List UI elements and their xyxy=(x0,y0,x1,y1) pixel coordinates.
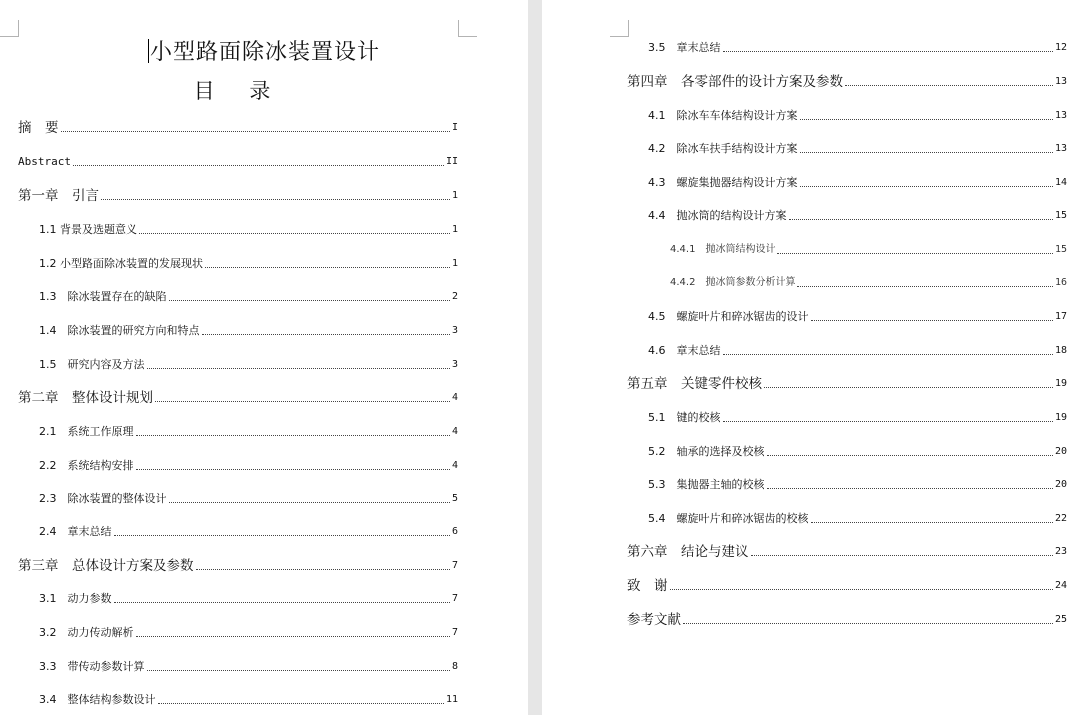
toc-entry[interactable] xyxy=(18,688,458,708)
toc-entry[interactable] xyxy=(627,137,1067,157)
toc-entry-page: 22 xyxy=(1054,513,1067,524)
toc-entry-page: 20 xyxy=(1054,479,1067,490)
toc-dot-leader xyxy=(683,622,1053,624)
toc-entry-label: 3.3 带传动参数计算 xyxy=(39,660,145,673)
toc-entry[interactable] xyxy=(18,319,458,339)
toc-entry-page: 8 xyxy=(451,661,458,672)
toc-entry-page: 6 xyxy=(451,526,458,537)
toc-entry-label: 5.1 键的校核 xyxy=(648,411,721,424)
toc-heading: 目 录 xyxy=(193,79,285,103)
toc-dot-leader xyxy=(158,702,444,704)
toc-entry[interactable] xyxy=(627,372,1067,392)
toc-entry-label: 4.2 除冰车扶手结构设计方案 xyxy=(648,142,798,155)
toc-entry-label: 第三章 总体设计方案及参数 xyxy=(18,558,194,574)
toc-entry-label: 1.3 除冰装置存在的缺陷 xyxy=(39,290,167,303)
toc-entry[interactable] xyxy=(18,150,458,170)
toc-entry[interactable] xyxy=(627,36,1067,56)
toc-entry-page: 18 xyxy=(1054,345,1067,356)
toc-dot-leader xyxy=(202,333,450,335)
toc-entry-page: 15 xyxy=(1054,210,1067,221)
toc-entry-label: 第一章 引言 xyxy=(18,188,99,204)
toc-entry[interactable] xyxy=(627,271,1067,291)
toc-entry-page: 17 xyxy=(1054,311,1067,322)
toc-entry[interactable] xyxy=(18,655,458,675)
toc-dot-leader xyxy=(751,554,1053,556)
toc-entry-page: 20 xyxy=(1054,446,1067,457)
toc-dot-leader xyxy=(670,588,1053,590)
toc-entry[interactable] xyxy=(627,507,1067,527)
toc-entry-label: 4.1 除冰车车体结构设计方案 xyxy=(648,109,798,122)
document-title-text: 小型路面除冰装置设计 xyxy=(149,40,380,65)
toc-dot-leader xyxy=(114,601,450,603)
toc-entry[interactable] xyxy=(627,104,1067,124)
toc-entry-page: 3 xyxy=(451,325,458,336)
toc-entry-page: 4 xyxy=(451,460,458,471)
toc-dot-leader xyxy=(169,501,450,503)
toc-dot-leader xyxy=(139,232,450,234)
toc-entry-page: 7 xyxy=(451,627,458,638)
crop-mark-top-left xyxy=(0,20,19,37)
toc-entry-label: 4.6 章末总结 xyxy=(648,344,721,357)
toc-entry[interactable] xyxy=(18,218,458,238)
toc-dot-leader xyxy=(723,50,1053,52)
toc-entry-page: 16 xyxy=(1054,277,1067,288)
toc-dot-leader xyxy=(811,521,1053,523)
toc-entry-page: 4 xyxy=(451,426,458,437)
toc-entry[interactable] xyxy=(18,420,458,440)
toc-dot-leader xyxy=(797,285,1053,287)
toc-entry-label: 1.4 除冰装置的研究方向和特点 xyxy=(39,324,200,337)
toc-dot-leader xyxy=(800,118,1053,120)
toc-dot-leader xyxy=(764,386,1053,388)
toc-dot-leader xyxy=(136,635,450,637)
crop-mark-top-right xyxy=(458,20,477,37)
toc-entry-page: 1 xyxy=(451,190,458,201)
toc-entry-page: 13 xyxy=(1054,110,1067,121)
toc-entry[interactable] xyxy=(627,171,1067,191)
toc-dot-leader xyxy=(811,319,1053,321)
toc-entry[interactable] xyxy=(18,554,458,574)
toc-dot-leader xyxy=(196,568,450,570)
toc-entry-label: 2.3 除冰装置的整体设计 xyxy=(39,492,167,505)
toc-entry-page: 1 xyxy=(451,258,458,269)
toc-entry-label: 5.3 集抛器主轴的校核 xyxy=(648,478,765,491)
toc-dot-leader xyxy=(61,130,450,132)
toc-entry[interactable] xyxy=(18,386,458,406)
toc-entry-label: 2.2 系统结构安排 xyxy=(39,459,134,472)
toc-entry-page: 13 xyxy=(1054,143,1067,154)
toc-dot-leader xyxy=(777,252,1053,254)
toc-entry[interactable] xyxy=(18,487,458,507)
toc-dot-leader xyxy=(767,454,1053,456)
toc-entry[interactable] xyxy=(18,184,458,204)
toc-entry[interactable] xyxy=(18,252,458,272)
toc-entry-label: 2.4 章末总结 xyxy=(39,525,112,538)
toc-entry-label: 3.4 整体结构参数设计 xyxy=(39,693,156,706)
toc-entry-label: 摘 要 xyxy=(18,120,59,136)
toc-entry-page: 11 xyxy=(445,694,458,705)
toc-dot-leader xyxy=(800,151,1053,153)
toc-dot-leader xyxy=(169,299,450,301)
toc-dot-leader xyxy=(136,468,450,470)
toc-entry[interactable] xyxy=(627,204,1067,224)
toc-entry-page: 2 xyxy=(451,291,458,302)
toc-entry-label: 4.5 螺旋叶片和碎冰锯齿的设计 xyxy=(648,310,809,323)
toc-entry-page: 19 xyxy=(1054,412,1067,423)
toc-dot-leader xyxy=(155,400,450,402)
toc-entry-page: 19 xyxy=(1054,378,1067,389)
toc-entry-label: 4.3 螺旋集抛器结构设计方案 xyxy=(648,176,798,189)
toc-entry[interactable] xyxy=(627,238,1067,258)
toc-entry-label: 3.1 动力参数 xyxy=(39,592,112,605)
toc-entry[interactable] xyxy=(627,339,1067,359)
toc-dot-leader xyxy=(845,84,1053,86)
toc-entry[interactable] xyxy=(627,70,1067,90)
toc-dot-leader xyxy=(73,164,444,166)
toc-dot-leader xyxy=(767,487,1053,489)
toc-entry-page: 23 xyxy=(1054,546,1067,557)
toc-dot-leader xyxy=(800,185,1053,187)
toc-dot-leader xyxy=(147,367,450,369)
toc-dot-leader xyxy=(789,218,1053,220)
toc-entry-page: 25 xyxy=(1054,614,1067,625)
toc-entry-label: 1.1 背景及选题意义 xyxy=(39,223,137,236)
toc-entry[interactable] xyxy=(627,406,1067,426)
toc-dot-leader xyxy=(205,266,450,268)
toc-entry-label: 第四章 各零部件的设计方案及参数 xyxy=(627,74,843,90)
toc-dot-leader xyxy=(136,434,450,436)
toc-entry-page: 4 xyxy=(451,392,458,403)
toc-entry[interactable] xyxy=(18,520,458,540)
toc-entry-page: 3 xyxy=(451,359,458,370)
toc-dot-leader xyxy=(101,198,450,200)
toc-entry-label: 第五章 关键零件校核 xyxy=(627,376,762,392)
toc-entry[interactable] xyxy=(18,353,458,373)
toc-entry-page: II xyxy=(445,156,458,167)
toc-entry[interactable] xyxy=(627,540,1067,560)
toc-entry-page: 15 xyxy=(1054,244,1067,255)
toc-list-right xyxy=(627,0,1067,715)
document-page-left xyxy=(0,0,528,715)
toc-dot-leader xyxy=(147,669,450,671)
toc-entry[interactable] xyxy=(627,305,1067,325)
toc-entry[interactable] xyxy=(18,621,458,641)
toc-dot-leader xyxy=(114,534,450,536)
toc-entry-label: 参考文献 xyxy=(627,612,681,628)
toc-entry-page: 13 xyxy=(1054,76,1067,87)
toc-entry-label: 第二章 整体设计规划 xyxy=(18,390,153,406)
toc-entry[interactable] xyxy=(18,116,458,136)
toc-entry-page: 7 xyxy=(451,560,458,571)
toc-dot-leader xyxy=(723,420,1053,422)
toc-entry-label: 1.5 研究内容及方法 xyxy=(39,358,145,371)
toc-entry-page: 5 xyxy=(451,493,458,504)
toc-entry-label: 第六章 结论与建议 xyxy=(627,544,749,560)
toc-entry-label: 5.4 螺旋叶片和碎冰锯齿的校核 xyxy=(648,512,809,525)
toc-entry[interactable] xyxy=(627,473,1067,493)
toc-entry-label: 3.2 动力传动解析 xyxy=(39,626,134,639)
toc-entry-page: 14 xyxy=(1054,177,1067,188)
toc-entry[interactable] xyxy=(627,440,1067,460)
toc-list-left xyxy=(18,0,458,715)
toc-entry-label: 4.4.1 抛冰筒结构设计 xyxy=(670,244,776,255)
toc-entry[interactable] xyxy=(18,587,458,607)
toc-entry-label: 3.5 章末总结 xyxy=(648,41,721,54)
toc-entry-label: 致 谢 xyxy=(627,578,668,594)
toc-entry-page: 7 xyxy=(451,593,458,604)
toc-entry-page: I xyxy=(451,122,458,133)
toc-dot-leader xyxy=(723,353,1053,355)
toc-entry-page: 1 xyxy=(451,224,458,235)
document-page-right xyxy=(542,0,1067,715)
toc-entry-label: 4.4.2 抛冰筒参数分析计算 xyxy=(670,277,796,288)
toc-entry-label: 4.4 抛冰筒的结构设计方案 xyxy=(648,209,787,222)
toc-entry[interactable] xyxy=(627,608,1067,628)
toc-entry-page: 12 xyxy=(1054,42,1067,53)
toc-entry-label: 5.2 轴承的选择及校核 xyxy=(648,445,765,458)
toc-entry-label: Abstract xyxy=(18,155,71,168)
toc-entry-label: 1.2 小型路面除冰装置的发展现状 xyxy=(39,257,203,270)
toc-entry[interactable] xyxy=(627,574,1067,594)
toc-entry-label: 2.1 系统工作原理 xyxy=(39,425,134,438)
toc-entry-page: 24 xyxy=(1054,580,1067,591)
toc-entry[interactable] xyxy=(18,285,458,305)
toc-entry[interactable] xyxy=(18,454,458,474)
